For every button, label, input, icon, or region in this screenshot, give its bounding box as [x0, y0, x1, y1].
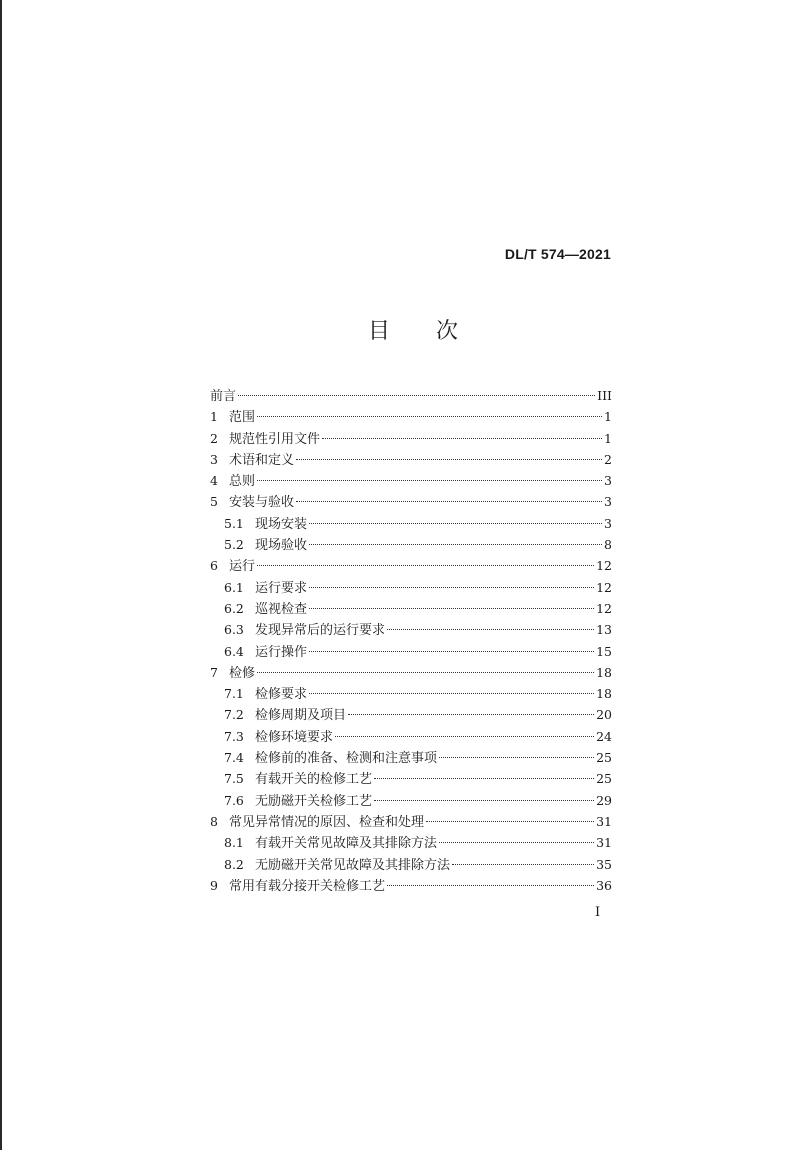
- toc-entry-label: 安装与验收: [229, 495, 295, 511]
- toc-title-char-2: 次: [435, 319, 458, 344]
- toc-leader-dots: [322, 438, 602, 439]
- page-number: I: [595, 905, 601, 920]
- toc-leader-dots: [374, 800, 594, 801]
- toc-entry[interactable]: [210, 513, 612, 534]
- toc-entry[interactable]: [210, 555, 612, 576]
- toc-entry-page: 25: [596, 750, 612, 766]
- toc-leader-dots: [309, 587, 594, 588]
- toc-entry-number: 5: [210, 494, 218, 510]
- toc-entry-label: 检修周期及项目: [255, 708, 347, 724]
- toc-entry-label: 规范性引用文件: [229, 431, 321, 447]
- toc-leader-dots: [335, 736, 594, 737]
- toc-entry-label: 总则: [229, 474, 256, 490]
- toc-entry[interactable]: [210, 790, 612, 811]
- toc-entry-page: 25: [596, 771, 612, 787]
- table-of-contents: [210, 385, 612, 896]
- toc-entry-label: 发现异常后的运行要求: [255, 623, 386, 639]
- toc-leader-dots: [257, 565, 594, 566]
- toc-entry[interactable]: [210, 875, 612, 896]
- toc-entry[interactable]: [210, 726, 612, 747]
- toc-entry-label: 常见异常情况的原因、检查和处理: [229, 814, 425, 830]
- toc-entry-number: 3: [210, 451, 218, 467]
- toc-leader-dots: [374, 778, 594, 779]
- toc-entry-number: 4: [210, 473, 218, 489]
- document-code: DL/T 574—2021: [504, 246, 611, 262]
- toc-leader-dots: [309, 651, 594, 652]
- toc-entry-page: 3: [604, 494, 612, 510]
- toc-leader-dots: [238, 395, 595, 396]
- toc-entry-page: 20: [596, 707, 612, 723]
- toc-entry-page: 31: [596, 813, 612, 829]
- toc-entry-number: 7.5: [224, 771, 244, 787]
- toc-entry-number: 2: [210, 430, 218, 446]
- toc-entry-label: 运行: [229, 559, 256, 575]
- toc-entry[interactable]: [210, 406, 612, 427]
- toc-entry-label: 检修环境要求: [255, 729, 334, 745]
- toc-entry-number: 5.2: [224, 537, 244, 553]
- toc-entry[interactable]: [210, 534, 612, 555]
- toc-leader-dots: [296, 501, 602, 502]
- toc-leader-dots: [439, 842, 594, 843]
- toc-entry-number: 6.2: [224, 600, 244, 616]
- toc-entry[interactable]: [210, 385, 612, 406]
- toc-entry-number: 8.1: [224, 835, 244, 851]
- toc-entry-number: 7.4: [224, 750, 244, 766]
- toc-entry-page: 1: [604, 430, 612, 446]
- toc-leader-dots: [309, 544, 602, 545]
- toc-entry-page: 15: [596, 643, 612, 659]
- toc-leader-dots: [296, 459, 602, 460]
- toc-entry-page: 18: [596, 686, 612, 702]
- toc-entry-page: III: [597, 388, 612, 403]
- toc-entry-number: 7.6: [224, 792, 244, 808]
- toc-entry-page: 18: [596, 664, 612, 680]
- toc-entry[interactable]: [210, 598, 612, 619]
- toc-entry-page: 35: [596, 856, 612, 872]
- toc-entry-page: 24: [596, 728, 612, 744]
- toc-title-char-1: 目: [368, 319, 391, 344]
- toc-entry[interactable]: [210, 449, 612, 470]
- toc-entry-label: 有载开关常见故障及其排除方法: [255, 836, 438, 852]
- toc-entry[interactable]: [210, 747, 612, 768]
- toc-entry[interactable]: [210, 491, 612, 512]
- toc-leader-dots: [257, 480, 602, 481]
- toc-entry-number: 6.4: [224, 643, 244, 659]
- toc-title: [368, 318, 458, 346]
- toc-leader-dots: [257, 416, 602, 417]
- toc-entry-number: 8.2: [224, 856, 244, 872]
- toc-entry-label: 运行要求: [255, 580, 308, 596]
- toc-entry[interactable]: [210, 662, 612, 683]
- toc-entry[interactable]: [210, 854, 612, 875]
- page-edge-line: [0, 0, 2, 1150]
- toc-leader-dots: [439, 757, 594, 758]
- toc-entry-label: 现场验收: [255, 538, 308, 554]
- toc-entry-label: 无励磁开关常见故障及其排除方法: [255, 857, 451, 873]
- toc-entry-page: 13: [596, 622, 612, 638]
- toc-entry-label: 巡视检查: [255, 601, 308, 617]
- toc-entry-number: 6.3: [224, 622, 244, 638]
- toc-leader-dots: [452, 864, 594, 865]
- toc-entry-page: 2: [604, 451, 612, 467]
- toc-entry-number: 8: [210, 813, 218, 829]
- toc-entry[interactable]: [210, 641, 612, 662]
- toc-entry[interactable]: [210, 832, 612, 853]
- toc-leader-dots: [426, 821, 594, 822]
- toc-entry-number: 9: [210, 877, 218, 893]
- toc-entry-number: 7.2: [224, 707, 244, 723]
- toc-entry-page: 1: [604, 409, 612, 425]
- toc-leader-dots: [387, 629, 594, 630]
- toc-leader-dots: [387, 885, 594, 886]
- toc-entry-page: 29: [596, 792, 612, 808]
- toc-entry-label: 常用有载分接开关检修工艺: [229, 878, 386, 894]
- toc-entry-label: 运行操作: [255, 644, 308, 660]
- toc-leader-dots: [348, 714, 594, 715]
- toc-entry-page: 36: [596, 877, 612, 893]
- toc-entry[interactable]: [210, 683, 612, 704]
- toc-entry-page: 8: [604, 537, 612, 553]
- toc-entry-number: 1: [210, 409, 218, 425]
- toc-entry[interactable]: [210, 619, 612, 640]
- toc-entry-label: 检修: [229, 665, 256, 681]
- toc-entry-label: 术语和定义: [229, 452, 295, 468]
- toc-entry-page: 12: [596, 579, 612, 595]
- toc-entry-page: 12: [596, 558, 612, 574]
- toc-entry-page: 12: [596, 600, 612, 616]
- toc-entry-number: 6.1: [224, 579, 244, 595]
- toc-leader-dots: [309, 608, 594, 609]
- toc-entry[interactable]: [210, 768, 612, 789]
- toc-entry-label: 无励磁开关检修工艺: [255, 793, 373, 809]
- toc-entry-page: 31: [596, 835, 612, 851]
- toc-entry-number: 7.3: [224, 728, 244, 744]
- toc-entry-label: 检修前的准备、检测和注意事项: [255, 751, 438, 767]
- toc-entry-number: 7.1: [224, 686, 244, 702]
- toc-entry[interactable]: [210, 470, 612, 491]
- toc-entry-label: 范围: [229, 410, 256, 426]
- toc-leader-dots: [309, 523, 602, 524]
- toc-leader-dots: [257, 672, 594, 673]
- toc-entry-number: 6: [210, 558, 218, 574]
- toc-entry-number: 5.1: [224, 515, 244, 531]
- toc-entry-label: 现场安装: [255, 516, 308, 532]
- toc-entry-label: 有载开关的检修工艺: [255, 772, 373, 788]
- toc-entry-page: 3: [604, 515, 612, 531]
- toc-entry-label: 前言: [210, 389, 237, 404]
- toc-entry-page: 3: [604, 473, 612, 489]
- toc-leader-dots: [309, 693, 594, 694]
- toc-entry[interactable]: [210, 577, 612, 598]
- toc-entry-number: 7: [210, 664, 218, 680]
- toc-entry[interactable]: [210, 811, 612, 832]
- toc-entry[interactable]: [210, 704, 612, 725]
- toc-entry-label: 检修要求: [255, 687, 308, 703]
- toc-entry[interactable]: [210, 428, 612, 449]
